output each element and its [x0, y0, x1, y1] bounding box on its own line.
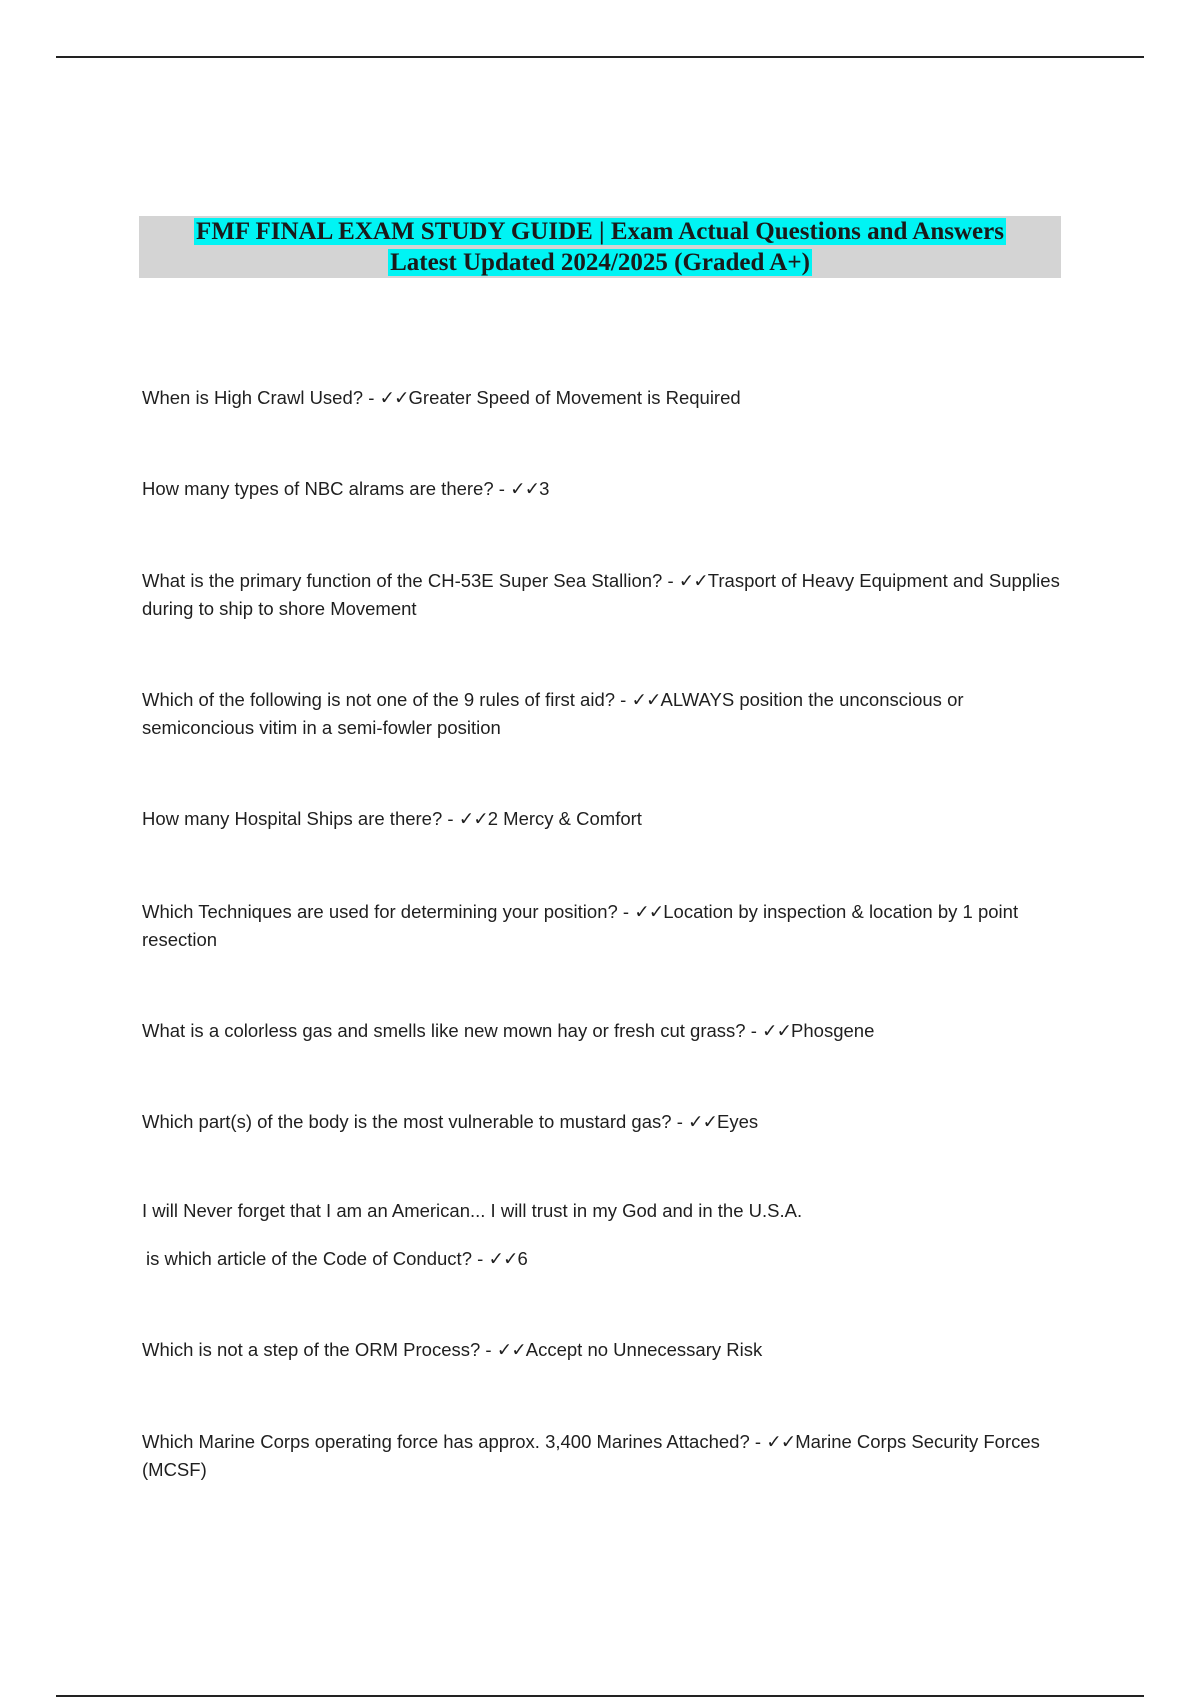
- separator: -: [471, 1248, 489, 1269]
- answer: 2 Mercy & Comfort: [487, 808, 642, 829]
- qa-item-3: [142, 567, 1062, 623]
- separator: -: [617, 901, 635, 922]
- double-check-icon: ✓✓: [458, 808, 488, 829]
- double-check-icon: ✓✓: [634, 901, 664, 922]
- answer: 3: [539, 478, 550, 499]
- separator: -: [480, 1339, 497, 1360]
- double-check-icon: ✓✓: [766, 1431, 796, 1452]
- qa-item-11: [142, 1428, 1062, 1484]
- question: I will Never forget that I am an American... I will trust in my God and in the U.S.A.: [142, 1200, 803, 1221]
- title-line-1: FMF FINAL EXAM STUDY GUIDE | Exam Actual Questions and Answers: [196, 218, 1004, 245]
- answer: Marine Corps Security Forces (MCSF): [142, 1431, 1040, 1480]
- answer: Greater Speed of Movement is Required: [408, 387, 741, 408]
- question: Which Marine Corps operating force has approx. 3,400 Marines Attached?: [142, 1431, 750, 1452]
- qa-item-6: [142, 898, 1062, 954]
- answer: ALWAYS position the unconscious or semiconcious vitim in a semi-fowler position: [142, 689, 964, 738]
- qa-item-9-statement: [142, 1197, 1062, 1225]
- question: How many types of NBC alrams are there?: [142, 478, 494, 499]
- separator: -: [363, 387, 380, 408]
- double-check-icon: ✓✓: [379, 387, 409, 408]
- qa-item-7: [142, 1017, 1062, 1045]
- qa-item-8: [142, 1108, 1062, 1136]
- separator: -: [662, 570, 679, 591]
- answer: Accept no Unnecessary Risk: [525, 1339, 763, 1360]
- answer: Location by inspection & location by 1 point resection: [142, 901, 1019, 950]
- qa-item-10: [142, 1336, 1062, 1364]
- answer: Trasport of Heavy Equipment and Supplies during to ship to shore Movement: [142, 570, 1060, 619]
- question: What is the primary function of the CH-53E Super Sea Stallion?: [142, 570, 663, 591]
- double-check-icon: ✓✓: [678, 570, 708, 591]
- qa-item-2: [142, 475, 1062, 503]
- top-rule: [56, 56, 1144, 58]
- question: Which Techniques are used for determining your position?: [142, 901, 618, 922]
- qa-item-1: [142, 384, 1062, 412]
- double-check-icon: ✓✓: [488, 1248, 518, 1269]
- double-check-icon: ✓✓: [496, 1339, 526, 1360]
- separator: -: [442, 808, 459, 829]
- question: Which is not a step of the ORM Process?: [142, 1339, 481, 1360]
- qa-item-4: [142, 686, 1062, 742]
- answer: Phosgene: [791, 1020, 875, 1041]
- question-continued: is which article of the Code of Conduct?: [146, 1248, 472, 1269]
- document-title: [139, 216, 1061, 278]
- question: How many Hospital Ships are there?: [142, 808, 443, 829]
- answer: 6: [517, 1248, 528, 1269]
- answer: Eyes: [717, 1111, 759, 1132]
- bottom-rule: [56, 1695, 1144, 1697]
- qa-item-5: [142, 805, 1062, 833]
- question: What is a colorless gas and smells like new mown hay or fresh cut grass?: [142, 1020, 746, 1041]
- separator: -: [745, 1020, 763, 1041]
- separator: -: [615, 689, 632, 710]
- double-check-icon: ✓✓: [688, 1111, 718, 1132]
- qa-item-9: [146, 1245, 1066, 1273]
- title-line-2: Latest Updated 2024/2025 (Graded A+): [390, 249, 810, 276]
- question: Which of the following is not one of the 9 rules of first aid?: [142, 689, 616, 710]
- double-check-icon: ✓✓: [762, 1020, 792, 1041]
- double-check-icon: ✓✓: [631, 689, 661, 710]
- separator: -: [493, 478, 511, 499]
- separator: -: [671, 1111, 689, 1132]
- separator: -: [749, 1431, 767, 1452]
- question: Which part(s) of the body is the most vulnerable to mustard gas?: [142, 1111, 672, 1132]
- question: When is High Crawl Used?: [142, 387, 364, 408]
- double-check-icon: ✓✓: [510, 478, 540, 499]
